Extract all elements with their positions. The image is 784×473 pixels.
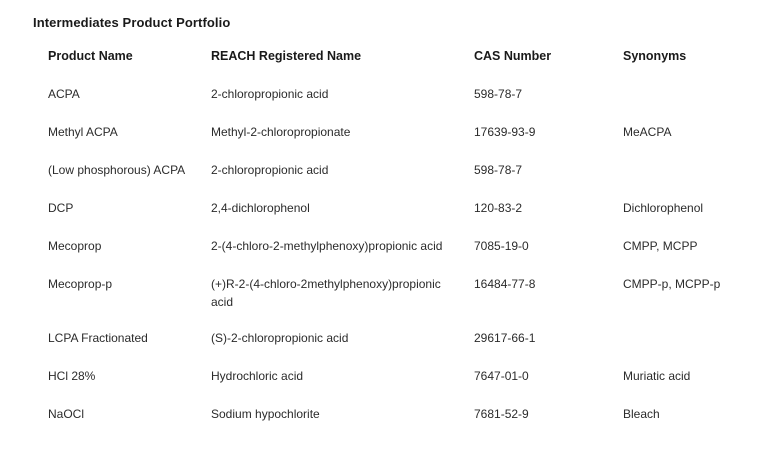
table-row	[38, 114, 758, 152]
cell-cas-number: 120-83-2	[474, 201, 523, 215]
table-row	[38, 396, 758, 434]
cell-cas-number: 598-78-7	[474, 87, 523, 101]
header-synonyms: Synonyms	[623, 49, 687, 63]
cell-synonyms	[613, 320, 758, 358]
cell-cas-number: 598-78-7	[474, 163, 523, 177]
cell-product-name: Mecoprop-p	[48, 277, 113, 291]
table-row	[38, 358, 758, 396]
table-row	[38, 76, 758, 114]
cell-product-name: LCPA Fractionated	[48, 331, 148, 345]
cell-product-name: DCP	[48, 201, 74, 215]
cell-synonyms	[613, 152, 758, 190]
table-row	[38, 228, 758, 266]
header-product-name: Product Name	[48, 49, 133, 63]
cell-product-name: Methyl ACPA	[48, 125, 118, 139]
table-row	[38, 266, 758, 320]
header-cas-number: CAS Number	[474, 49, 552, 63]
cell-synonyms: Dichlorophenol	[623, 201, 704, 215]
cell-synonyms: Bleach	[623, 407, 660, 421]
table-row	[38, 190, 758, 228]
cell-cas-number: 17639-93-9	[474, 125, 536, 139]
cell-product-name: (Low phosphorous) ACPA	[48, 163, 186, 177]
cell-reach-name: 2-chloropropionic acid	[211, 163, 329, 177]
cell-product-name: ACPA	[48, 87, 80, 101]
cell-cas-number: 7681-52-9	[474, 407, 529, 421]
cell-synonyms: CMPP, MCPP	[623, 239, 698, 253]
cell-cas-number: 7647-01-0	[474, 369, 529, 383]
header-reach-registered-name: REACH Registered Name	[211, 49, 362, 63]
cell-reach-name: 2-chloropropionic acid	[211, 87, 329, 101]
cell-synonyms: CMPP-p, MCPP-p	[623, 277, 721, 291]
cell-reach-name: (+)R-2-(4-chloro-2methylphenoxy)propionic acid	[211, 277, 441, 309]
cell-synonyms	[613, 76, 758, 114]
cell-reach-name: 2-(4-chloro-2-methylphenoxy)propionic acid	[211, 239, 443, 253]
cell-reach-name: Sodium hypochlorite	[211, 407, 320, 421]
cell-product-name: Mecoprop	[48, 239, 102, 253]
cell-product-name: NaOCl	[48, 407, 85, 421]
cell-reach-name: (S)-2-chloropropionic acid	[211, 331, 349, 345]
page-title: Intermediates Product Portfolio	[33, 15, 231, 30]
cell-reach-name: 2,4-dichlorophenol	[211, 201, 310, 215]
cell-product-name: HCl 28%	[48, 369, 96, 383]
table-row	[38, 320, 758, 358]
cell-reach-name: Hydrochloric acid	[211, 369, 304, 383]
cell-cas-number: 16484-77-8	[474, 277, 536, 291]
table-header-row	[38, 40, 758, 76]
cell-synonyms: MeACPA	[623, 125, 672, 139]
product-portfolio-table	[38, 40, 758, 434]
table-row	[38, 152, 758, 190]
cell-cas-number: 7085-19-0	[474, 239, 529, 253]
cell-synonyms: Muriatic acid	[623, 369, 691, 383]
cell-reach-name: Methyl-2-chloropropionate	[211, 125, 351, 139]
cell-cas-number: 29617-66-1	[474, 331, 536, 345]
